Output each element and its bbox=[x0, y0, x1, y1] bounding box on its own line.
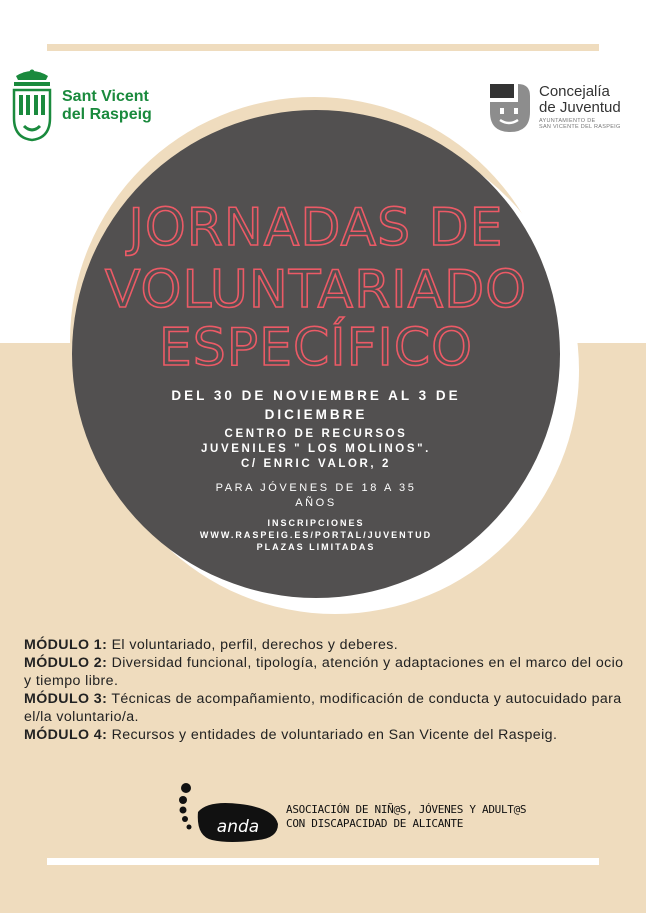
juventud-logo-icon bbox=[488, 82, 532, 134]
registration-url[interactable]: WWW.RASPEIG.ES/PORTAL/JUVENTUD bbox=[199, 530, 433, 540]
module-text: Diversidad funcional, tipología, atención y adaptaciones en el marco del ocio y tiempo libre. bbox=[24, 655, 624, 689]
module-item bbox=[24, 654, 628, 690]
svdr-line1: Sant Vicent bbox=[62, 88, 149, 105]
svdr-line2: del Raspeig bbox=[62, 106, 152, 123]
venue-line-1: CENTRO DE RECURSOS bbox=[224, 428, 408, 440]
module-text: Técnicas de acompañamiento, modificación de conducta y autocuidado para el/la voluntario/a. bbox=[24, 691, 622, 725]
event-dates bbox=[116, 386, 516, 424]
anda-org-name bbox=[286, 803, 526, 831]
age-range bbox=[116, 481, 516, 511]
cj-sub1: AYUNTAMIENTO DE bbox=[539, 118, 596, 124]
insc-line-1: INSCRIPCIONES bbox=[267, 518, 365, 528]
anda-footprint-logo bbox=[178, 782, 280, 850]
module-text: El voluntariado, perfil, derechos y deberes. bbox=[111, 637, 399, 653]
registration-info bbox=[116, 517, 516, 553]
module-item bbox=[24, 690, 628, 726]
bottom-divider bbox=[47, 858, 599, 865]
cj-line2: de Juventud bbox=[539, 99, 621, 116]
module-item bbox=[24, 726, 628, 744]
modules-list bbox=[24, 636, 628, 744]
top-divider bbox=[47, 44, 599, 51]
event-venue bbox=[116, 427, 516, 472]
title-line-2: VOLUNTARIADO bbox=[104, 260, 528, 320]
module-text: Recursos y entidades de voluntariado en San Vicente del Raspeig. bbox=[111, 727, 558, 743]
dates-line-2: DICIEMBRE bbox=[264, 407, 368, 422]
module-label: MÓDULO 3: bbox=[24, 691, 108, 707]
cj-line1: Concejalía bbox=[539, 83, 610, 100]
title-line-3: ESPECÍFICO bbox=[158, 318, 474, 378]
age-line-1: PARA JÓVENES DE 18 A 35 bbox=[215, 482, 417, 494]
module-label: MÓDULO 4: bbox=[24, 727, 108, 743]
org-line-2: CON DISCAPACIDAD DE ALICANTE bbox=[286, 817, 464, 830]
concejalia-juventud-logo bbox=[488, 80, 638, 136]
insc-line-3: PLAZAS LIMITADAS bbox=[256, 542, 376, 552]
coat-of-arms-icon bbox=[10, 68, 54, 142]
module-label: MÓDULO 2: bbox=[24, 655, 108, 671]
sant-vicent-logo bbox=[10, 68, 170, 142]
module-label: MÓDULO 1: bbox=[24, 637, 108, 653]
venue-line-3: C/ ENRIC VALOR, 2 bbox=[240, 458, 392, 470]
anda-logo-word: anda bbox=[216, 817, 260, 837]
module-item bbox=[24, 636, 628, 654]
dates-line-1: DEL 30 DE NOVIEMBRE AL 3 DE bbox=[171, 388, 461, 403]
title-line-1: JORNADAS DE bbox=[128, 198, 504, 258]
cj-sub2: SAN VICENTE DEL RASPEIG bbox=[539, 124, 621, 130]
org-line-1: ASOCIACIÓN DE NIÑ@S, JÓVENES Y ADULT@S bbox=[286, 803, 527, 816]
age-line-2: AÑOS bbox=[295, 497, 337, 509]
venue-line-2: JUVENILES " LOS MOLINOS". bbox=[201, 443, 431, 455]
